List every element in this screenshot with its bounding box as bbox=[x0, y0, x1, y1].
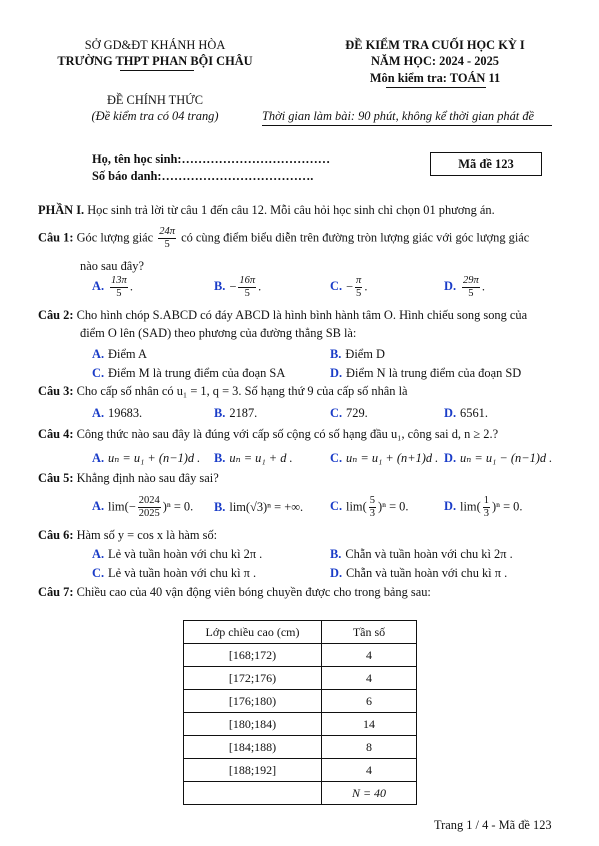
q6-option-d[interactable]: D. Chẵn và tuần hoàn với chu kì π . bbox=[330, 566, 508, 580]
q1-option-b[interactable]: B. − $\frac{16\pi}{5}$ . bbox=[214, 275, 262, 299]
question-5: Câu 5: Khẳng định nào sau đây sai? bbox=[38, 471, 219, 485]
table-row: [184;188) 8 bbox=[184, 736, 417, 759]
q2-option-c[interactable]: C. Điểm M là trung điểm của đoạn SA bbox=[92, 366, 286, 380]
official-label: ĐỀ CHÍNH THỨC bbox=[106, 93, 204, 107]
q5-option-a[interactable]: A. lim(− $\frac{2024}{2025}$ )ⁿ = 0. bbox=[92, 495, 194, 519]
q6-option-c[interactable]: C. Lẻ và tuần hoàn với chu kì π . bbox=[92, 566, 257, 580]
question-7: Câu 7: Chiều cao của 40 vận động viên bóng chuyền được cho trong bảng sau: bbox=[38, 585, 431, 599]
q3-option-a[interactable]: A. 19683. bbox=[92, 406, 143, 420]
pages-note: (Đề kiểm tra có 04 trang) bbox=[91, 109, 219, 123]
q4-option-b[interactable]: B. uₙ = u₁ + d . bbox=[214, 451, 293, 465]
question-2: Câu 2: Cho hình chóp S.ABCD có đáy ABCD là hình bình hành tâm O. Hình chiếu song song của bbox=[38, 308, 528, 322]
subject-underline bbox=[386, 87, 486, 88]
q4-option-a[interactable]: A. uₙ = u₁ + (n−1)d . bbox=[92, 451, 201, 465]
table-row: [188;192] 4 bbox=[184, 759, 417, 782]
height-frequency-table bbox=[183, 620, 417, 805]
school-year: NĂM HỌC: 2024 - 2025 bbox=[370, 54, 500, 68]
q2-option-d[interactable]: D. Điểm N là trung điểm của đoạn SD bbox=[330, 366, 522, 380]
table-header-frequency: Tần số bbox=[322, 621, 417, 644]
page-footer: Trang 1 / 4 - Mã đề 123 bbox=[434, 818, 552, 832]
question-4: Câu 4: Công thức nào sau đây là đúng với cấp số cộng có số hạng đầu u₁, công sai d, n ≥ 2.? bbox=[38, 427, 499, 441]
table-row: [180;184) 14 bbox=[184, 713, 417, 736]
q1-option-c[interactable]: C. − $\frac{\pi}{5}$ . bbox=[330, 275, 368, 299]
q5-option-d[interactable]: D. lim( $\frac{1}{3}$ )ⁿ = 0. bbox=[444, 495, 523, 519]
part1-instruction: PHẦN I. Học sinh trả lời từ câu 1 đến câu 12. Mỗi câu hỏi học sinh chỉ chọn 01 phương án. bbox=[38, 203, 495, 217]
time-note: Thời gian làm bài: 90 phút, không kể thời gian phát đề bbox=[262, 109, 535, 123]
time-underline bbox=[262, 125, 552, 126]
table-row: [172;176) 4 bbox=[184, 667, 417, 690]
school-underline bbox=[120, 70, 194, 71]
department: SỞ GD&ĐT KHÁNH HÒA bbox=[84, 38, 226, 52]
question-6: Câu 6: Hàm số y = cos x là hàm số: bbox=[38, 528, 218, 542]
q6-option-a[interactable]: A. Lẻ và tuần hoàn với chu kì 2π . bbox=[92, 547, 263, 561]
question-2-cont: điểm O lên (SAD) theo phương của đường thẳng SB là: bbox=[80, 326, 357, 340]
q6-option-b[interactable]: B. Chẵn và tuần hoàn với chu kì 2π . bbox=[330, 547, 513, 561]
q4-option-d[interactable]: D. uₙ = u₁ − (n−1)d . bbox=[444, 451, 553, 465]
question-1: Câu 1: Góc lượng giác $\frac{24\pi}{5}$ có cùng điểm biểu diễn trên đường tròn lượng giác với góc lượng giác bbox=[38, 226, 530, 250]
table-total-row: N = 40 bbox=[184, 782, 417, 805]
q5-option-b[interactable]: B. lim(√3)ⁿ = +∞. bbox=[214, 500, 304, 514]
q1-angle-fraction: $\frac{24\pi}{5}$ bbox=[159, 226, 176, 250]
school-name: TRƯỜNG THPT PHAN BỘI CHÂU bbox=[57, 54, 253, 68]
q5-option-c[interactable]: C. lim( $\frac{5}{3}$ )ⁿ = 0. bbox=[330, 495, 409, 519]
q1-option-a[interactable]: A. $\frac{13\pi}{5}$ . bbox=[92, 275, 133, 299]
student-id-field: Số báo danh:………………………………. bbox=[92, 169, 314, 183]
q1-option-d[interactable]: D. $\frac{29\pi}{5}$ . bbox=[444, 275, 485, 299]
question-1-cont: nào sau đây? bbox=[80, 259, 144, 273]
q4-option-c[interactable]: C. uₙ = u₁ + (n+1)d . bbox=[330, 451, 439, 465]
q3-option-b[interactable]: B. 2187. bbox=[214, 406, 258, 420]
subject: Môn kiểm tra: TOÁN 11 bbox=[369, 71, 501, 85]
table-header-class: Lớp chiều cao (cm) bbox=[184, 621, 322, 644]
table-header-row bbox=[184, 621, 417, 644]
q3-option-c[interactable]: C. 729. bbox=[330, 406, 368, 420]
student-name-field: Họ, tên học sinh:……………………………… bbox=[92, 152, 331, 166]
q2-option-a[interactable]: A. Điểm A bbox=[92, 347, 147, 361]
table-row: [168;172) 4 bbox=[184, 644, 417, 667]
exam-title: ĐỀ KIỂM TRA CUỐI HỌC KỲ I bbox=[345, 38, 525, 52]
question-3: Câu 3: Cho cấp số nhân có u₁ = 1, q = 3. Số hạng thứ 9 của cấp số nhân là bbox=[38, 384, 408, 398]
exam-code-box: Mã đề 123 bbox=[430, 152, 542, 176]
q3-option-d[interactable]: D. 6561. bbox=[444, 406, 488, 420]
q2-option-b[interactable]: B. Điểm D bbox=[330, 347, 385, 361]
table-row: [176;180) 6 bbox=[184, 690, 417, 713]
